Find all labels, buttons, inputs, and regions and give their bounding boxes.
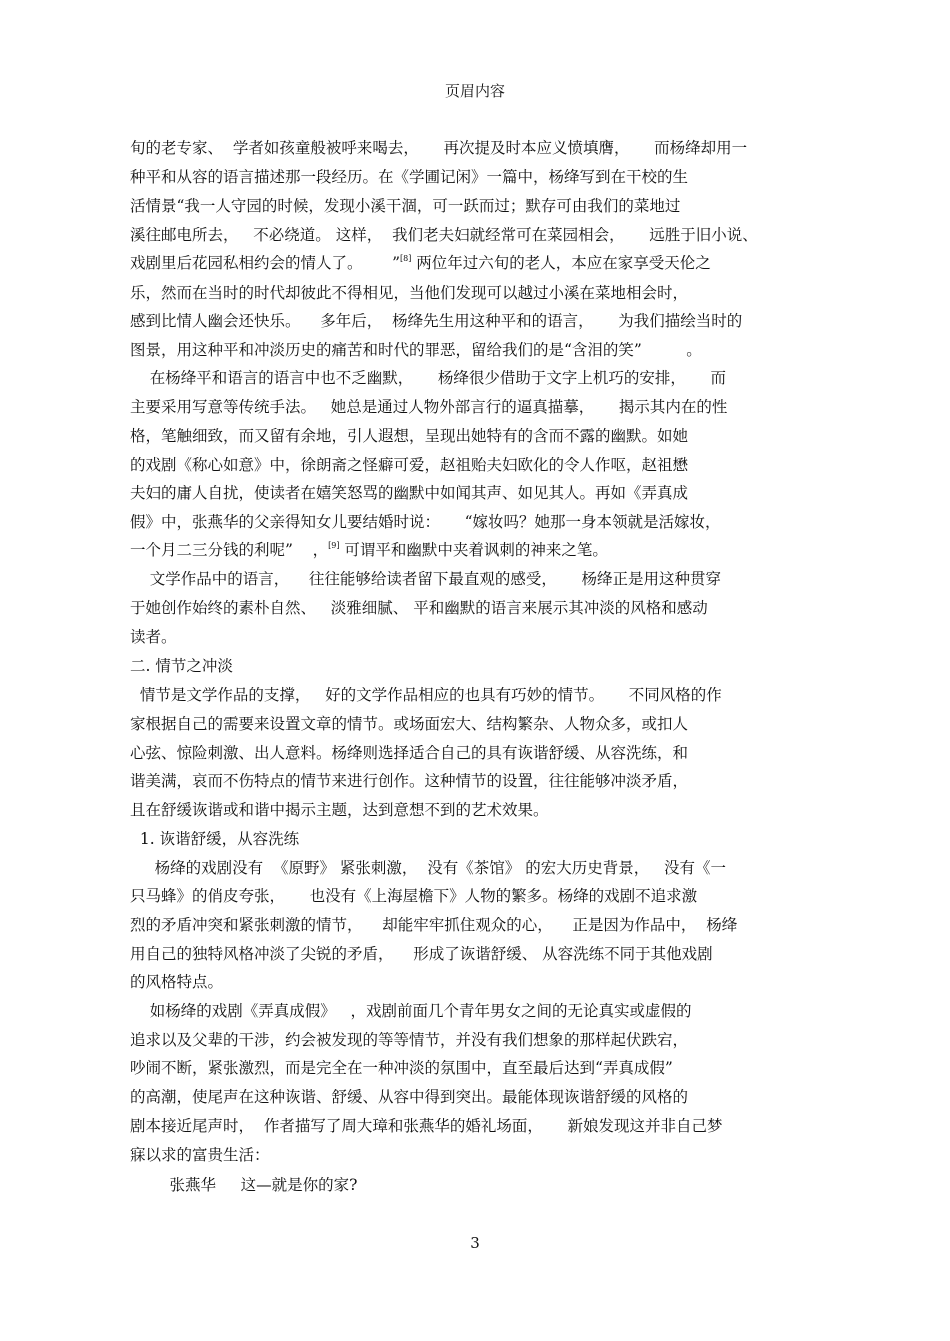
text-line: 文学作品中的语言， 往往能够给读者留下最直观的感受， 杨绛正是用这种贯穿 <box>130 570 722 588</box>
text-line: 于她创作始终的素朴自然、 淡雅细腻、 平和幽默的语言来展示其冲淡的风格和感动 <box>130 599 708 617</box>
text-line: 假》中，张燕华的父亲得知女儿要结婚时说： “嫁妆吗？她那一身本领就是活嫁妆， <box>130 513 721 531</box>
text-line: 1. 诙谐舒缓，从容洗练 <box>130 830 300 848</box>
text-line: 格，笔触细致，而又留有余地，引人遐想，呈现出她特有的含而不露的幽默。如她 <box>130 427 689 445</box>
citation-marker: [8] <box>400 254 412 263</box>
text-line: 情节是文学作品的支撑， 好的文学作品相应的也具有巧妙的情节。 不同风格的作 <box>130 686 722 704</box>
text-line: 心弦、惊险刺激、出人意料。杨绛则选择适合自己的具有诙谐舒缓、从容洗练，和 <box>130 744 689 762</box>
text-line: 张燕华 这—就是你的家? <box>135 1176 358 1194</box>
text-line: 乐，然而在当时的时代却彼此不得相见，当他们发现可以越过小溪在菜地相会时， <box>130 284 689 302</box>
text-line: 用自己的独特风格冲淡了尖锐的矛盾， 形成了诙谐舒缓、 从容洗练不同于其他戏剧 <box>130 945 713 963</box>
text-line: 主要采用写意等传统手法。 她总是通过人物外部言行的逼真描摹， 揭示其内在的性 <box>130 398 728 416</box>
text-line: 活情景“我一人守园的时候，发现小溪干涸，可一跃而过；默存可由我们的菜地过 <box>130 197 681 215</box>
text-line: 二. 情节之冲淡 <box>130 657 233 675</box>
text-line: 夫妇的庸人自扰，使读者在嬉笑怒骂的幽默中如闻其声、如见其人。再如《弄真成 <box>130 484 689 502</box>
text-line: 图景，用这种平和冲淡历史的痛苦和时代的罪恶，留给我们的是“含泪的笑” 。 <box>130 341 702 359</box>
text-line: 烈的矛盾冲突和紧张刺激的情节， 却能牢牢抓住观众的心， 正是因为作品中， 杨绛 <box>130 916 738 934</box>
page-number: 3 <box>470 1234 480 1252</box>
text-line: 感到比情人幽会还快乐。 多年后， 杨绛先生用这种平和的语言， 为我们描绘当时的 <box>130 312 743 330</box>
text-line: 读者。 <box>130 628 177 646</box>
page-header: 页眉内容 <box>444 82 505 100</box>
text-line: 的风格特点。 <box>130 973 224 991</box>
text-line: 家根据自己的需要来设置文章的情节。或场面宏大、结构繁杂、人物众多，或扣人 <box>130 715 689 733</box>
text-line: 种平和从容的语言描述那一段经历。在《学圃记闲》一篇中，杨绛写到在干校的生 <box>130 168 689 186</box>
text-line: 只马蜂》的俏皮夸张， 也没有《上海屋檐下》人物的繁多。杨绛的戏剧不追求激 <box>130 887 698 905</box>
text-line: 吵闹不断，紧张激烈，而是完全在一种冲淡的氛围中，直至最后达到“弄真成假” <box>130 1059 673 1077</box>
text-line: 如杨绛的戏剧《弄真成假》 ，戏剧前面几个青年男女之间的无论真实或虚假的 <box>130 1002 692 1020</box>
citation-marker: [9] <box>328 541 340 550</box>
text-line: 溪往邮电所去， 不必绕道。 这样， 我们老夫妇就经常可在菜园相会， 远胜于旧小说、 <box>130 226 758 244</box>
text-line: 谐美满，哀而不伤特点的情节来进行创作。这种情节的设置，往往能够冲淡矛盾， <box>130 772 689 790</box>
text-line: 戏剧里后花园私相约会的情人了。 ”[8] 两位年过六旬的老人，本应在家享受天伦之 <box>130 254 711 272</box>
text-line: 在杨绛平和语言的语言中也不乏幽默， 杨绛很少借助于文字上机巧的安排， 而 <box>130 369 726 387</box>
text-line: 旬的老专家、 学者如孩童般被呼来喝去， 再次提及时本应义愤填膺， 而杨绛却用一 <box>130 139 748 157</box>
text-line: 杨绛的戏剧没有 《原野》 紧张刺激， 没有《茶馆》 的宏大历史背景， 没有《一 <box>130 859 726 877</box>
text-line: 且在舒缓诙谐或和谐中揭示主题，达到意想不到的艺术效果。 <box>130 801 549 819</box>
text-line: 的戏剧《称心如意》中，徐朗斋之怪癖可爱，赵祖贻夫妇欧化的令人作呕，赵祖懋 <box>130 456 689 474</box>
text-line: 追求以及父辈的干涉，约会被发现的等等情节，并没有我们想象的那样起伏跌宕， <box>130 1031 689 1049</box>
text-line: 剧本接近尾声时， 作者描写了周大璋和张燕华的婚礼场面， 新娘发现这并非自己梦 <box>130 1117 723 1135</box>
text-line: 的高潮，使尾声在这种诙谐、舒缓、从容中得到突出。最能体现诙谐舒缓的风格的 <box>130 1088 689 1106</box>
text-line: 寐以求的富贵生活： <box>130 1146 270 1164</box>
text-line: 一个月二三分钱的利呢” ，[9] 可谓平和幽默中夹着讽刺的神来之笔。 <box>130 541 608 559</box>
